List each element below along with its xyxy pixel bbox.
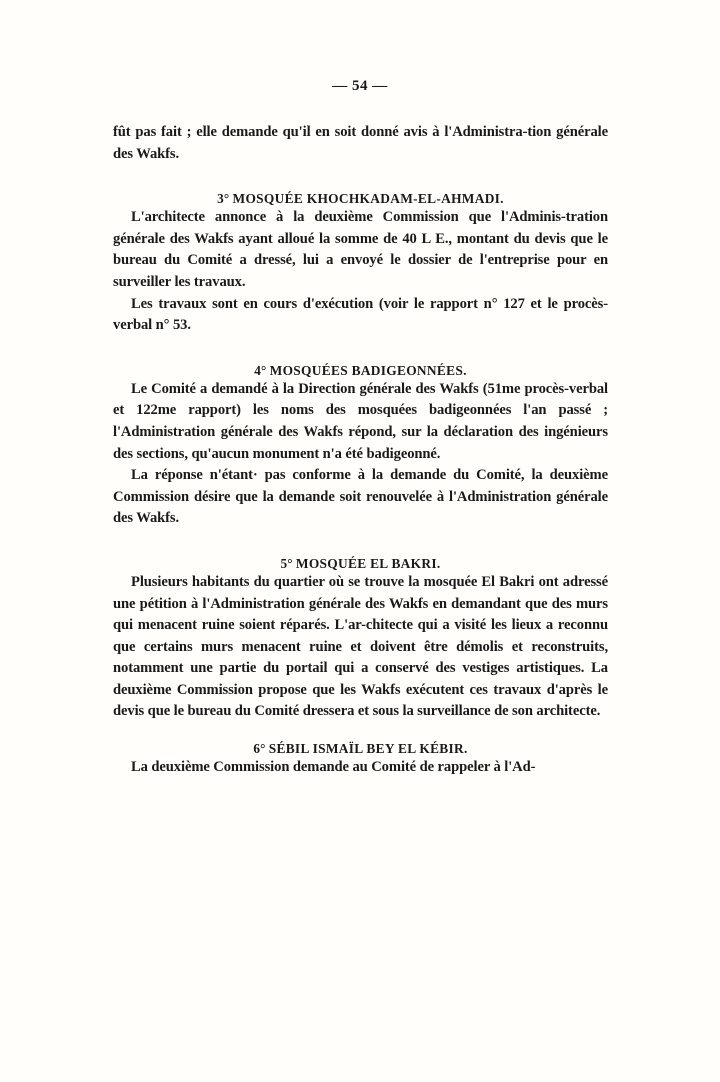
page-number: — 54 —	[332, 78, 388, 94]
section-3-paragraph-1: L'architecte annonce à la deuxième Commission que l'Adminis-tration générale des Wakfs ayant alloué la somme de 40 L E., montant du devis que le bureau du Comité a dressé, lui a envoyé le dossier de l'entreprise pour en surveiller les travaux.	[113, 209, 608, 290]
section-4-paragraph-1: Le Comité a demandé à la Direction générale des Wakfs (51me procès-verbal et 122me rapport) les noms des mosquées badigeonnées l'an passé ; l'Administration générale des Wakfs répond, sur la déclaration des ingénieurs des sections, qu'aucun monument n'a été badigeonné.	[113, 380, 608, 462]
section-3-paragraph-2: Les travaux sont en cours d'exécution (voir le rapport n° 127 et le procès-verbal n° 53.	[113, 295, 608, 334]
section-number-6: 6°	[253, 741, 266, 757]
page-content	[113, 122, 608, 779]
section-title-4: MOSQUÉES BADIGEONNÉES.	[269, 362, 467, 378]
section-title-5: MOSQUÉE EL BAKRI.	[295, 555, 441, 571]
section-5-paragraph-1: Plusieurs habitants du quartier où se trouve la mosquée El Bakri ont adressé une pétition à l'Administration générale des Wakfs en demandant que des murs qui menacent ruine soient réparés. L'ar-chitecte qui a visité les lieux a reconnu que certains murs menacent ruine et doivent être démolis et reconstruits, notamment une partie du portail qui a conservé des vestiges artistiques. La deuxième Commission propose que les Wakfs exécutent ces travaux d'après le devis que le bureau du Comité dressera et sous la surveillance de son architecte.	[113, 573, 608, 720]
section-heading-3	[113, 191, 608, 207]
section-title-3: MOSQUÉE KHOCHKADAM-EL-AHMADI.	[232, 191, 504, 207]
section-heading-6	[113, 741, 608, 757]
section-4-paragraph-2: La réponse n'étant· pas conforme à la demande du Comité, la deuxième Commission désire que la demande soit renouvelée à l'Administration générale des Wakfs.	[113, 467, 608, 527]
section-heading-4	[113, 363, 608, 379]
section-heading-5	[113, 556, 608, 572]
opening-paragraph: fût pas fait ; elle demande qu'il en soit donné avis à l'Administra-tion générale des Wakfs.	[113, 124, 608, 162]
section-title-6: SÉBIL ISMAÏL BEY EL KÉBIR.	[268, 741, 468, 757]
section-number-3: 3°	[217, 191, 230, 207]
section-number-4: 4°	[254, 362, 267, 378]
section-6-paragraph-1: La deuxième Commission demande au Comité de rappeler à l'Ad-	[131, 759, 536, 776]
section-number-5: 5°	[280, 555, 293, 571]
